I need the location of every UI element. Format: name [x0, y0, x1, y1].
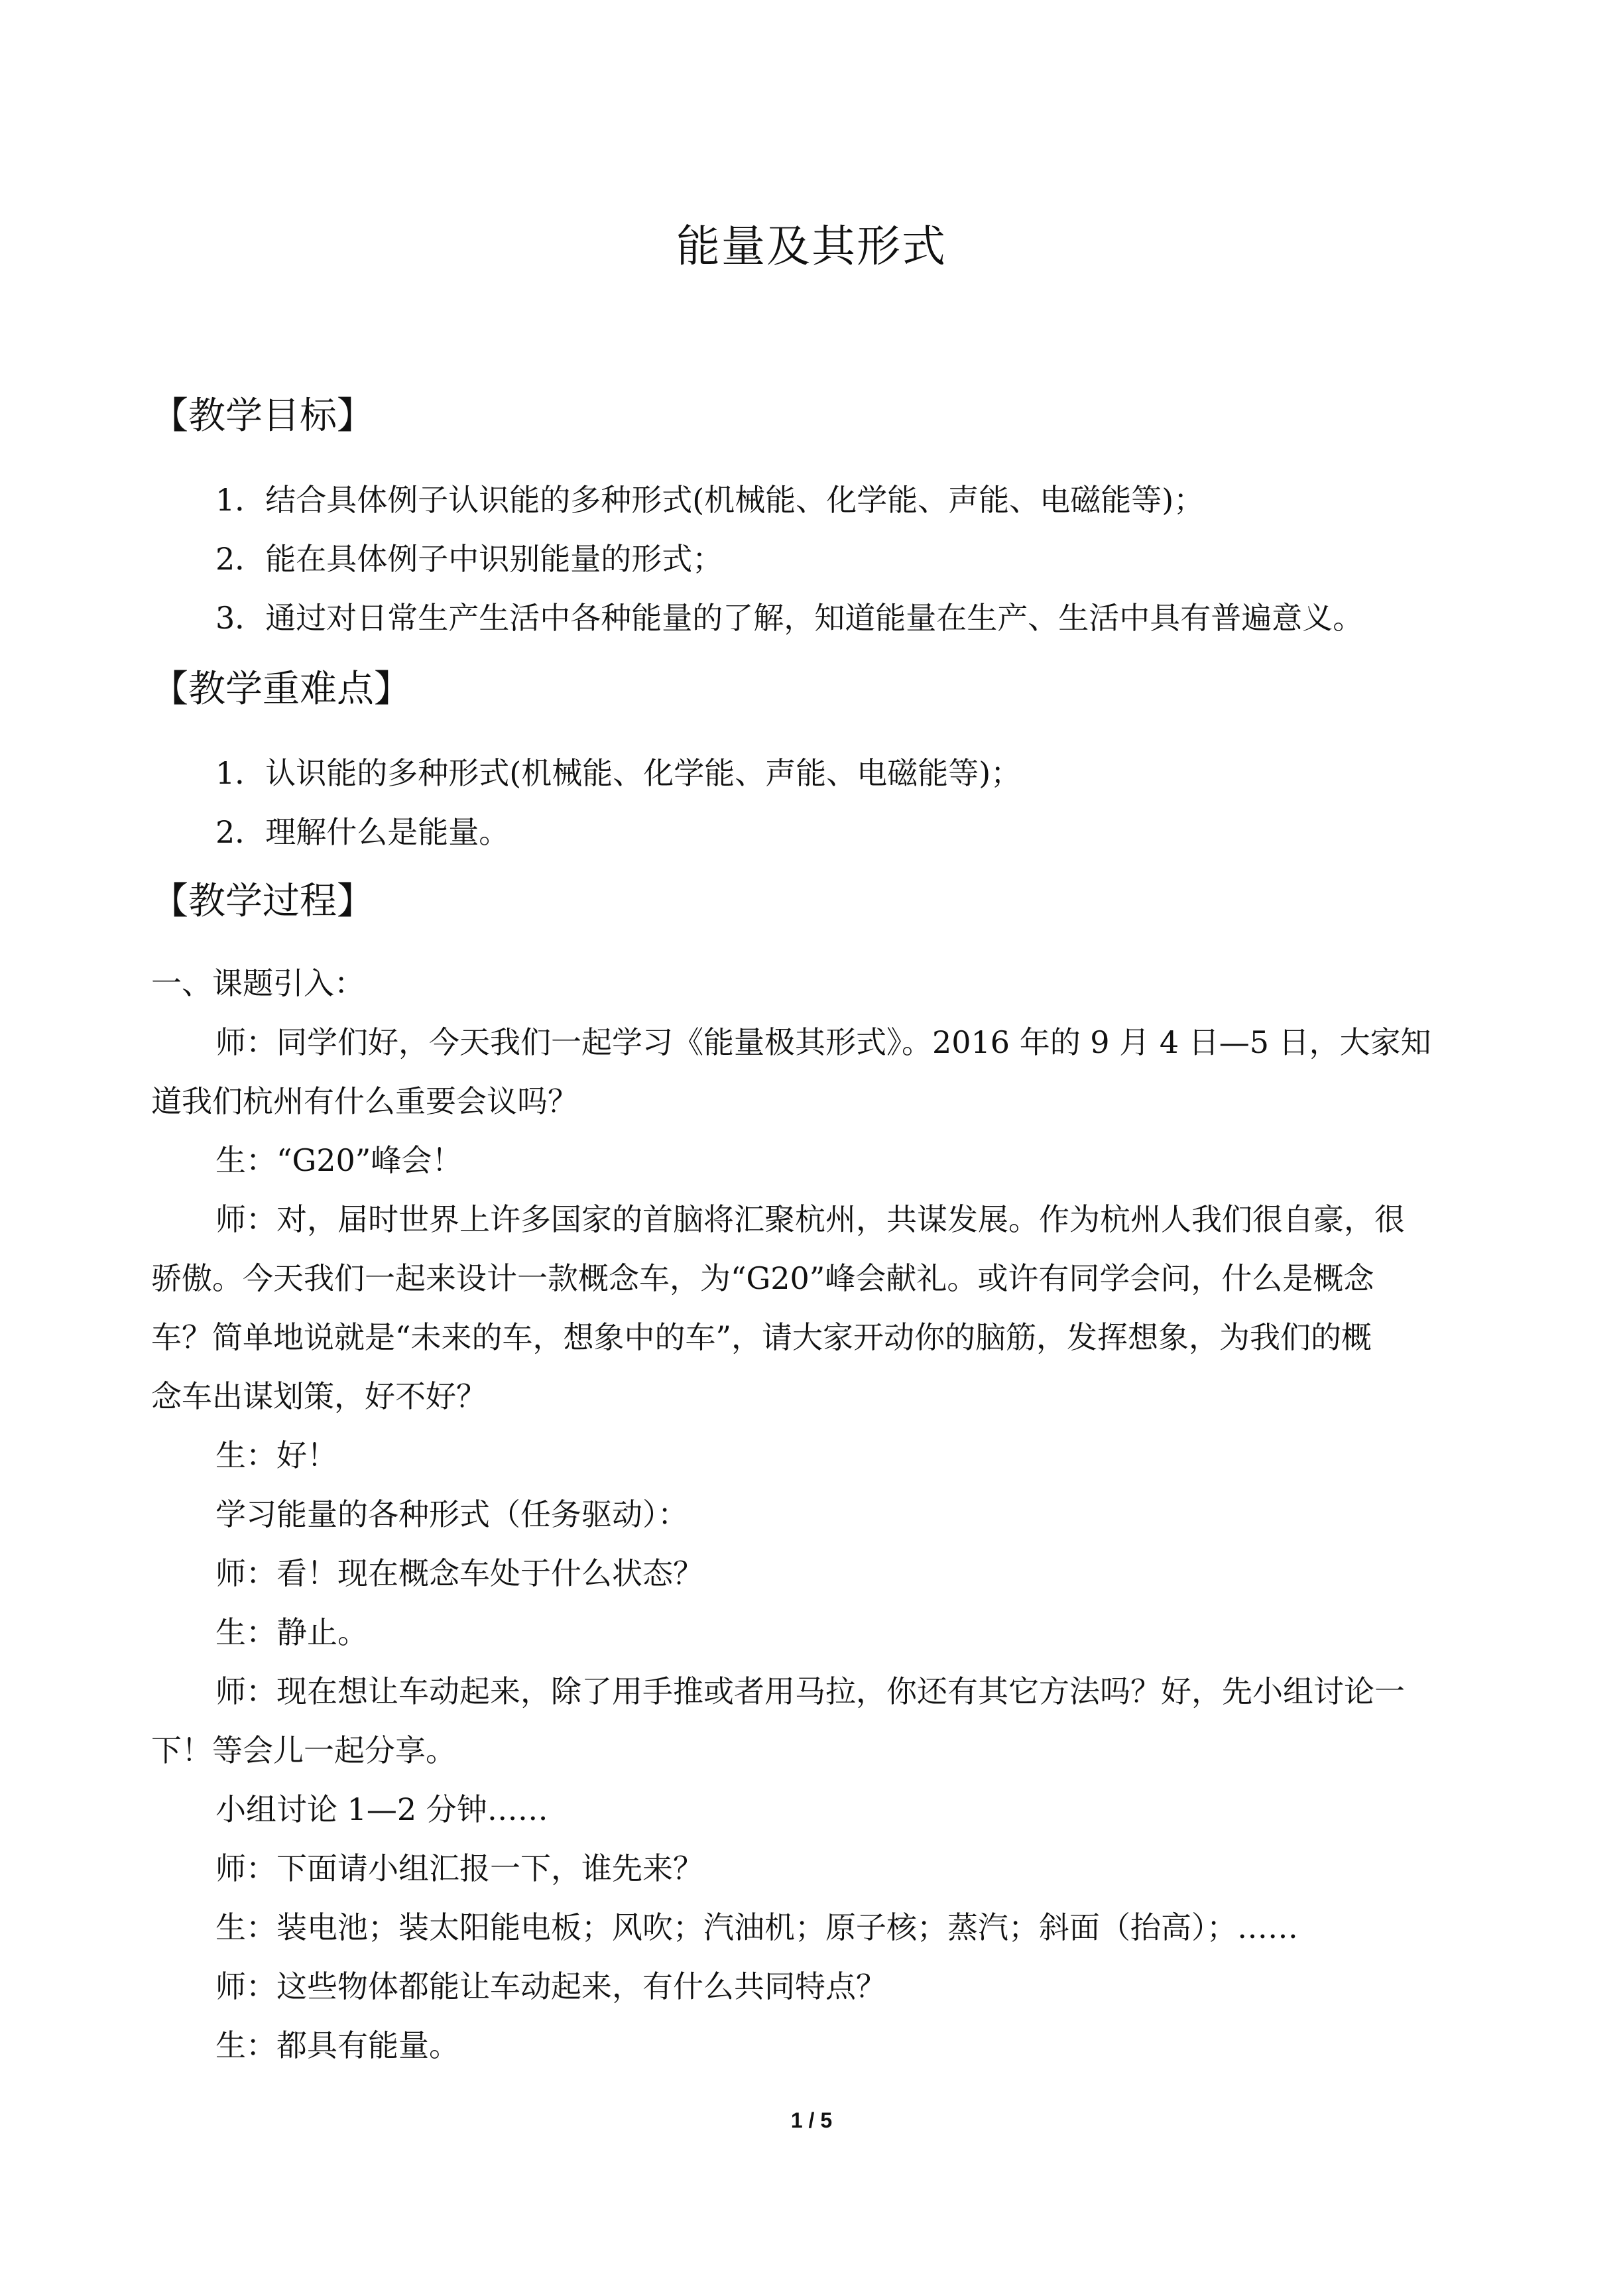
process-heading: 【教学过程】	[151, 880, 374, 923]
dialogue-line: 下！等会儿一起分享。	[151, 1732, 456, 1768]
dialogue-line: 生：装电池；装太阳能电板；风吹；汽油机；原子核；蒸汽；斜面（抬高）；……	[215, 1909, 1298, 1945]
objective-item: 3．通过对日常生产生活中各种能量的了解，知道能量在生产、生活中具有普遍意义。	[215, 600, 1364, 636]
dialogue-line: 念车出谋划策，好不好？	[151, 1378, 487, 1414]
page-title: 能量及其形式	[676, 221, 947, 272]
page-number: 1 / 5	[790, 2108, 833, 2132]
dialogue-line: 生：静止。	[215, 1614, 368, 1650]
dialogue-line: 师：现在想让车动起来，除了用手推或者用马拉，你还有其它方法吗？好，先小组讨论一	[215, 1673, 1405, 1709]
dialogue-line: 学习能量的各种形式（任务驱动）：	[215, 1496, 688, 1532]
dialogue-line: 师：下面请小组汇报一下，谁先来？	[215, 1850, 703, 1886]
dialogue-line: 师：这些物体都能让车动起来，有什么共同特点？	[215, 1968, 886, 2004]
dialogue-line: 道我们杭州有什么重要会议吗？	[151, 1083, 578, 1119]
key-point-item: 1．认识能的多种形式(机械能、化学能、声能、电磁能等)；	[215, 755, 1022, 791]
dialogue-line: 生：好！	[215, 1437, 337, 1473]
dialogue-line: 师：同学们好，今天我们一起学习《能量极其形式》。2016 年的 9 月 4 日—5 日，大家知	[215, 1024, 1431, 1060]
intro-label: 一、课题引入：	[151, 965, 365, 1001]
objectives-heading: 【教学目标】	[151, 394, 374, 438]
objective-item: 2．能在具体例子中识别能量的形式；	[215, 541, 723, 577]
dialogue-line: 师：对，届时世界上许多国家的首脑将汇聚杭州，共谋发展。作为杭州人我们很自豪，很	[215, 1201, 1405, 1237]
dialogue-line: 生：“G20”峰会！	[215, 1142, 463, 1178]
dialogue-line: 车？简单地说就是“未来的车，想象中的车”，请大家开动你的脑筋，发挥想象，为我们的概	[151, 1319, 1372, 1355]
key-point-item: 2．理解什么是能量。	[215, 814, 510, 850]
dialogue-line: 骄傲。今天我们一起来设计一款概念车，为“G20”峰会献礼。或许有同学会问，什么是概念	[151, 1260, 1374, 1296]
dialogue-line: 生：都具有能量。	[215, 2027, 459, 2063]
dialogue-line: 师：看！现在概念车处于什么状态？	[215, 1555, 703, 1591]
objective-item: 1．结合具体例子认识能的多种形式(机械能、化学能、声能、电磁能等)；	[215, 482, 1205, 518]
key-points-heading: 【教学重难点】	[151, 668, 411, 711]
dialogue-line: 小组讨论 1—2 分钟……	[215, 1791, 548, 1827]
